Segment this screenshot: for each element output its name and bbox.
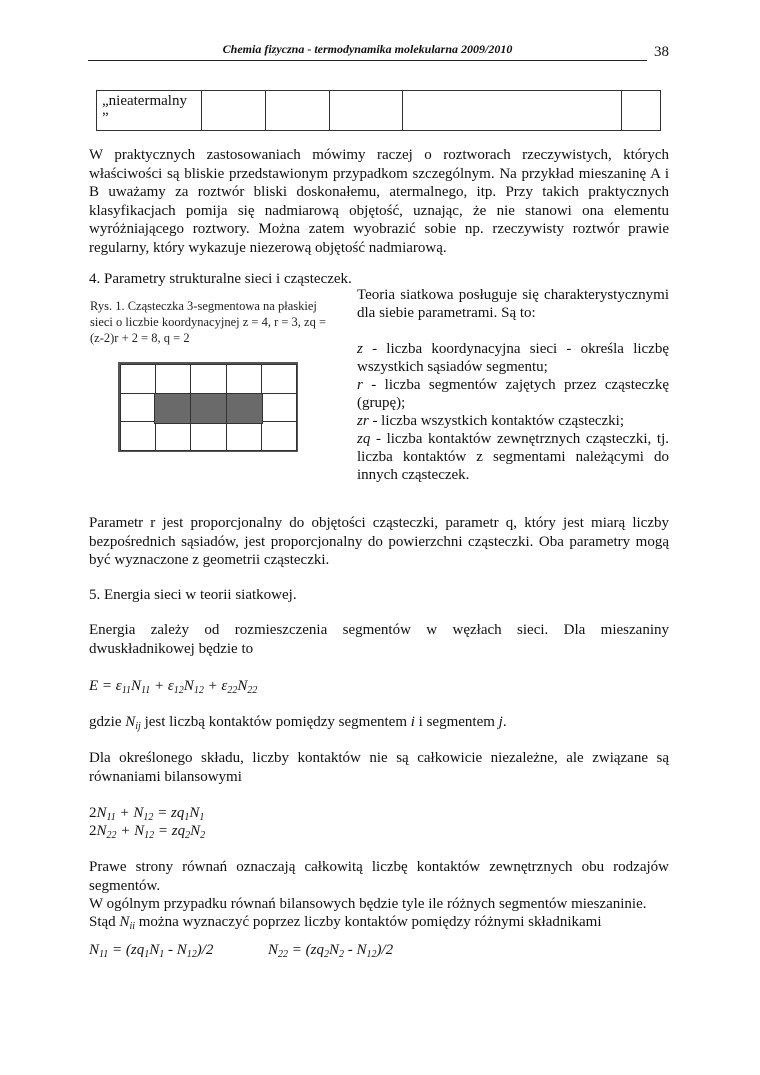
paragraph-energy: Energia zależy od rozmieszczenia segmentów w węzłach sieci. Dla mieszaniny dwuskładnikowej będzie to bbox=[89, 622, 669, 657]
definition-text: - liczba koordynacyjna sieci - określa liczbę wszystkich sąsiadów segmentu; bbox=[357, 341, 669, 375]
page-number: 38 bbox=[654, 44, 669, 60]
section-5-heading: 5. Energia sieci w teorii siatkowej. bbox=[89, 587, 297, 603]
lattice-cell bbox=[120, 421, 156, 451]
paragraph-r-q: Parametr r jest proporcjonalny do objętości cząsteczki, parametr q, który jest miarą liczby bezpośrednich sąsiadów, jest proporcjonalny do powierzchni cząsteczki. Oba parametry mogą być wyznaczone z geometrii cząsteczki. bbox=[89, 515, 669, 568]
lattice-cell bbox=[261, 364, 297, 394]
section-4-heading: 4. Parametry strukturalne sieci i cząsteczek. bbox=[89, 271, 352, 287]
definition-symbol: zr bbox=[357, 413, 369, 429]
paragraph-nii: Stąd $N_{ii}$ można wyznaczyć poprzez liczby kontaktów pomiędzy różnymi składnikami bbox=[89, 914, 602, 932]
lattice-cell bbox=[226, 364, 262, 394]
lattice-figure bbox=[118, 362, 298, 452]
table-cell bbox=[266, 91, 330, 131]
paragraph-balance: Dla określonego składu, liczby kontaktów nie są całkowicie niezależne, ale związane są równaniami bilansowymi bbox=[89, 750, 669, 785]
definition-item bbox=[357, 430, 669, 484]
table-cell bbox=[403, 91, 622, 131]
definitions-list bbox=[357, 340, 669, 484]
parameters-intro: Teoria siatkowa posługuje się charakterystycznymi dla siebie parametrami. Są to: bbox=[357, 287, 669, 321]
table-cell bbox=[330, 91, 403, 131]
lattice-cell bbox=[190, 421, 226, 451]
definition-symbol: z bbox=[357, 341, 363, 357]
definition-symbol: zq bbox=[357, 431, 371, 447]
definition-text: - liczba wszystkich kontaktów cząsteczki; bbox=[368, 413, 625, 429]
molecule-segment bbox=[227, 394, 262, 423]
paragraph-real-solutions: W praktycznych zastosowaniach mówimy raczej o roztworach rzeczywistych, których właściwości są bliskie przedstawionym przypadkom szczególnym. Na przykład mieszaninę A i B uważamy za roztwór bliski doskonałemu, atermalnego, itp. Przy takich praktycznych klasyfikacjach pomija się nadmiarową objętość, uznając, że nie stanowi ona elementu wyróżniającego roztwory. Można zatem wyobrazić sobie np. rzeczywisty roztwór prawie regularny, który wykazuje niezerową objętość nadmiarową. bbox=[89, 147, 669, 256]
definition-item bbox=[357, 340, 669, 376]
running-header: Chemia fizyczna - termodynamika molekularna 2009/2010 bbox=[222, 42, 513, 56]
lattice-cell bbox=[226, 421, 262, 451]
paragraph-right-sides: Prawe strony równań oznaczają całkowitą liczbę kontaktów zewnętrznych obu rodzajów segmentów. bbox=[89, 859, 669, 894]
paragraph-general-case: W ogólnym przypadku równań bilansowych będzie tyle ile różnych segmentów mieszaninie. bbox=[89, 896, 647, 912]
definition-item bbox=[357, 412, 669, 430]
equation-n11: $N_{11} = (zq_1N_1 - N_{12})/2$ bbox=[89, 942, 214, 960]
paragraph-nij: gdzie $N_{ij}$ jest liczbą kontaktów pomiędzy segmentem i i segmentem j. bbox=[89, 714, 507, 732]
definition-text: - liczba kontaktów zewnętrznych cząsteczki, tj. liczba kontaktów z segmentami należącymi do innych cząsteczek. bbox=[357, 431, 669, 483]
table-cell bbox=[202, 91, 266, 131]
lattice-cell bbox=[190, 364, 226, 394]
figure-caption: Rys. 1. Cząsteczka 3-segmentowa na płaskiej sieci o liczbie koordynacyjnej z = 4, r = 3, zq = (z-2)r + 2 = 8, q = 2 bbox=[90, 299, 327, 345]
lattice-cell bbox=[155, 421, 191, 451]
equation-balance-1: $2N_{11} + N_{12} = zq_1N_1$ bbox=[89, 805, 205, 823]
equation-balance-2: $2N_{22} + N_{12} = zq_2N_2$ bbox=[89, 823, 206, 841]
table-cell bbox=[622, 91, 661, 131]
definition-symbol: r bbox=[357, 377, 363, 393]
header-rule bbox=[88, 60, 647, 61]
definition-item bbox=[357, 376, 669, 412]
lattice-cell bbox=[120, 364, 156, 394]
lattice-cell bbox=[261, 393, 297, 423]
molecule bbox=[154, 393, 263, 424]
equation-energy: $E = \varepsilon_{11}N_{11} + \varepsilon_{12}N_{12} + \varepsilon_{22}N_{22}$ bbox=[89, 678, 258, 696]
lattice-cell bbox=[261, 421, 297, 451]
definition-text: - liczba segmentów zajętych przez cząsteczkę (grupę); bbox=[357, 377, 669, 411]
table-fragment bbox=[96, 90, 661, 131]
table-cell: „nieatermalny ” bbox=[97, 91, 202, 131]
molecule-segment bbox=[191, 394, 227, 423]
lattice-cell bbox=[155, 364, 191, 394]
molecule-segment bbox=[155, 394, 191, 423]
lattice-cell bbox=[120, 393, 156, 423]
table-row bbox=[97, 91, 661, 131]
parameters-column bbox=[357, 286, 669, 484]
equation-n22: $N_{22} = (zq_2N_2 - N_{12})/2$ bbox=[268, 942, 394, 960]
